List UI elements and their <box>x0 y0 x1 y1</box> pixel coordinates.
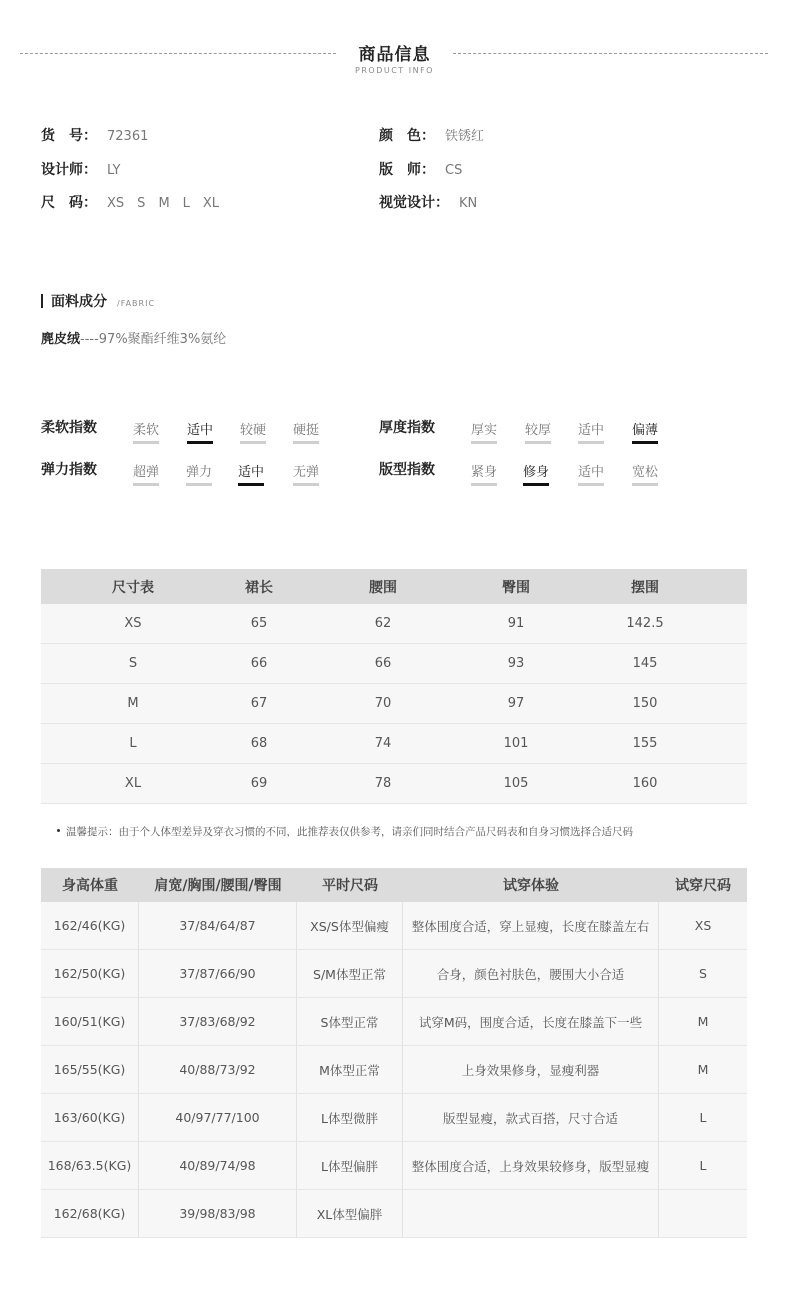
table-row <box>41 1094 747 1142</box>
index-option: 较硬 <box>240 419 266 444</box>
table-cell: L体型偏胖 <box>297 1142 403 1189</box>
table-cell: 155 <box>632 736 658 751</box>
table-cell: 40/88/73/92 <box>139 1046 297 1093</box>
table-cell: XS <box>124 616 142 631</box>
table-cell: M <box>127 696 139 711</box>
table-row <box>41 644 747 684</box>
table-row <box>41 724 747 764</box>
table-cell: 101 <box>503 736 529 751</box>
table-cell: S <box>699 966 707 981</box>
table-cell: 37/83/68/92 <box>139 998 297 1045</box>
info-visual-design <box>379 193 477 213</box>
table-cell <box>659 1190 747 1237</box>
designer-value: LY <box>107 163 121 178</box>
item-no-value: 72361 <box>107 129 149 144</box>
index-option: 弹力 <box>186 461 212 486</box>
table-cell: 74 <box>374 736 392 751</box>
index-option: 紧身 <box>471 461 497 486</box>
elasticity-index <box>41 459 341 489</box>
size-table-body <box>41 604 747 804</box>
table-row <box>41 1190 747 1238</box>
table-cell: 版型显瘦，款式百搭，尺寸合适 <box>403 1094 659 1141</box>
header-cell: 试穿体验 <box>503 878 559 894</box>
table-cell: L <box>699 1110 707 1125</box>
size-option: XS <box>107 196 125 211</box>
table-cell: 65 <box>250 616 268 631</box>
size-option: XL <box>202 196 220 211</box>
fabric-title-en: /FABRIC <box>117 299 156 308</box>
index-option: 柔软 <box>133 419 159 444</box>
table-cell <box>403 1190 659 1237</box>
index-label: 版型指数 <box>379 462 435 478</box>
table-cell: 40/89/74/98 <box>139 1142 297 1189</box>
table-cell: 162/50(KG) <box>41 950 139 997</box>
fabric-heading <box>41 291 155 311</box>
table-cell: L <box>129 736 137 751</box>
info-item-no <box>41 126 148 146</box>
heading-bar <box>41 294 43 308</box>
table-cell: 39/98/83/98 <box>139 1190 297 1237</box>
table-row <box>41 902 747 950</box>
table-cell: 105 <box>503 776 529 791</box>
section-title: 商品信息 <box>358 45 431 65</box>
table-cell: L体型微胖 <box>297 1094 403 1141</box>
table-cell: 66 <box>374 656 392 671</box>
pattern-maker-value: CS <box>445 163 463 178</box>
item-no-label: 货 号： <box>41 128 97 144</box>
table-row <box>41 764 747 804</box>
try-on-table <box>41 868 747 1238</box>
header-divider-right <box>453 53 768 54</box>
table-cell: 40/97/77/100 <box>139 1094 297 1141</box>
index-label: 柔软指数 <box>41 420 97 436</box>
visual-design-value: KN <box>459 196 478 211</box>
pattern-maker-label: 版 师： <box>379 162 435 178</box>
info-pattern-maker <box>379 160 462 180</box>
fabric-title: 面料成分 <box>51 294 107 310</box>
table-cell: M <box>697 1014 709 1029</box>
size-chart-table <box>41 569 747 804</box>
info-designer <box>41 160 120 180</box>
index-option: 较厚 <box>525 419 551 444</box>
table-cell: 整体围度合适，穿上显瘦，长度在膝盖左右 <box>403 902 659 949</box>
size-option: S <box>137 196 146 211</box>
table-cell: 150 <box>632 696 658 711</box>
table-cell: 142.5 <box>626 616 664 631</box>
index-option: 超弹 <box>133 461 159 486</box>
size-option: M <box>158 196 170 211</box>
index-option: 修身 <box>523 461 549 486</box>
table-cell: 66 <box>250 656 268 671</box>
size-option: L <box>182 196 190 211</box>
try-table-body <box>41 902 747 1238</box>
color-value: 铁锈红 <box>445 129 485 144</box>
table-row <box>41 604 747 644</box>
header-cell: 身高体重 <box>62 878 118 894</box>
table-cell: 37/87/66/90 <box>139 950 297 997</box>
table-cell: 68 <box>250 736 268 751</box>
index-label: 厚度指数 <box>379 420 435 436</box>
table-cell: S体型正常 <box>297 998 403 1045</box>
table-cell: 163/60(KG) <box>41 1094 139 1141</box>
table-cell: XS <box>694 918 712 933</box>
table-cell: 145 <box>632 656 658 671</box>
table-cell: 162/68(KG) <box>41 1190 139 1237</box>
header-cell: 尺寸表 <box>112 579 154 596</box>
index-option: 适中 <box>578 419 604 444</box>
size-tip <box>57 824 633 839</box>
table-cell: 165/55(KG) <box>41 1046 139 1093</box>
table-cell: 62 <box>374 616 392 631</box>
table-cell: L <box>699 1158 707 1173</box>
header-cell: 腰围 <box>369 579 397 596</box>
index-option: 硬挺 <box>293 419 319 444</box>
table-row <box>41 998 747 1046</box>
bullet-icon <box>57 829 60 832</box>
table-cell: 上身效果修身，显瘦利器 <box>403 1046 659 1093</box>
table-cell: XS/S体型偏瘦 <box>297 902 403 949</box>
fabric-name: 麂皮绒 <box>41 332 81 347</box>
fit-index <box>379 459 679 489</box>
sizes-values <box>107 194 232 214</box>
sizes-label: 尺 码： <box>41 195 97 211</box>
table-cell: 整体围度合适，上身效果较修身，版型显瘦 <box>403 1142 659 1189</box>
table-cell: XL体型偏胖 <box>297 1190 403 1237</box>
fabric-composition-text: ----97%聚酯纤维3%氨纶 <box>80 332 227 347</box>
try-table-header <box>41 868 747 902</box>
table-cell: 93 <box>507 656 525 671</box>
index-option: 适中 <box>238 461 264 486</box>
table-cell: 168/63.5(KG) <box>41 1142 139 1189</box>
color-label: 颜 色： <box>379 128 435 144</box>
visual-design-label: 视觉设计： <box>379 195 449 211</box>
table-cell: 70 <box>374 696 392 711</box>
table-cell: 67 <box>250 696 268 711</box>
designer-label: 设计师： <box>41 162 97 178</box>
index-label: 弹力指数 <box>41 462 97 478</box>
table-row <box>41 684 747 724</box>
table-cell: M <box>697 1062 709 1077</box>
header-cell: 平时尺码 <box>322 878 378 894</box>
table-cell: S <box>128 656 138 671</box>
table-cell: 78 <box>374 776 392 791</box>
table-cell: 91 <box>507 616 525 631</box>
index-option: 适中 <box>187 419 213 444</box>
index-option: 偏薄 <box>632 419 658 444</box>
index-option: 无弹 <box>293 461 319 486</box>
table-cell: 97 <box>507 696 525 711</box>
table-row <box>41 1046 747 1094</box>
softness-index <box>41 417 341 447</box>
header-divider-left <box>20 53 336 54</box>
table-row <box>41 1142 747 1190</box>
info-color <box>379 126 484 146</box>
table-cell: S/M体型正常 <box>297 950 403 997</box>
table-cell: 试穿M码，围度合适，长度在膝盖下一些 <box>403 998 659 1045</box>
table-cell: M体型正常 <box>297 1046 403 1093</box>
header-cell: 试穿尺码 <box>675 878 731 894</box>
header-cell: 摆围 <box>631 579 659 596</box>
index-option: 适中 <box>578 461 604 486</box>
table-cell: XL <box>124 776 142 791</box>
index-option: 厚实 <box>471 419 497 444</box>
thickness-index <box>379 417 679 447</box>
index-option: 宽松 <box>632 461 658 486</box>
table-row <box>41 950 747 998</box>
table-cell: 160/51(KG) <box>41 998 139 1045</box>
info-sizes <box>41 193 232 213</box>
table-cell: 160 <box>632 776 658 791</box>
table-cell: 69 <box>250 776 268 791</box>
header-cell: 臀围 <box>502 579 530 596</box>
header-cell: 肩宽/胸围/腰围/臀围 <box>154 878 282 894</box>
table-cell: 37/84/64/87 <box>139 902 297 949</box>
tip-text: 温馨提示：由于个人体型差异及穿衣习惯的不同，此推荐表仅供参考，请亲们同时结合产品尺码表和自身习惯选择合适尺码 <box>66 826 633 838</box>
header-cell: 裙长 <box>245 579 273 596</box>
table-cell: 合身，颜色衬肤色，腰围大小合适 <box>403 950 659 997</box>
table-cell: 162/46(KG) <box>41 902 139 949</box>
fabric-composition <box>41 328 226 347</box>
section-subtitle: PRODUCT INFO <box>355 66 434 75</box>
size-table-header <box>41 569 747 604</box>
